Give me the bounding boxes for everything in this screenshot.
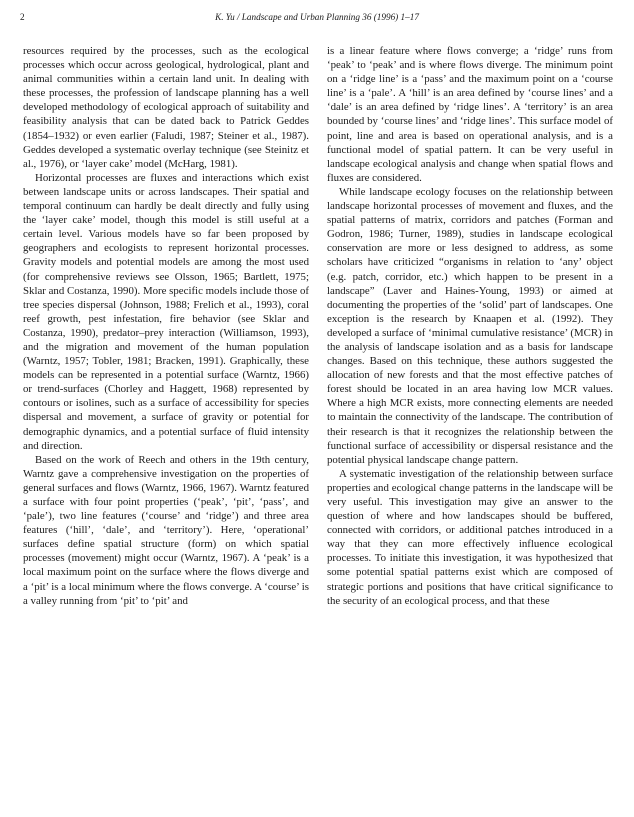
left-column <box>23 44 309 608</box>
right-column <box>327 44 613 608</box>
paragraph: resources required by the processes, such as the ecological processes which occur across geological, hydrological, plant and animal communities within a certain land unit. In dealing with these processes, the profession of landscape planning has a well developed methodology of ecological approach of suitability and feasibility analysis that can be dated back to Patrick Geddes (1854–1932) or even earlier (Faludi, 1987; Steiner et al., 1987). Geddes developed a systematic overlay technique (see Steinitz et al., 1976), or ‘layer cake’ model (McHarg, 1981). <box>23 45 309 170</box>
page-header <box>20 10 614 24</box>
paragraph: Based on the work of Reech and others in the 19th century, Warntz gave a comprehensive investigation on the properties of general surfaces and flows (Warntz, 1966, 1967). Warntz featured a surface with four point properties (‘peak’, ‘pit’, ‘pass’, and ‘pale’), two line features (‘course’ and ‘ridge’) and three area features (‘hill’, ‘dale’, and ‘territory’). Here, ‘operational’ surfaces define spatial structure (form) on which spatial processes (movement) might occur (Warntz, 1967). A ‘peak’ is a local maximum point on the surface where the flows diverge and a ‘pit’ is a local minimum where the flows converge. A ‘course’ is a valley running from ‘pit’ to ‘pit’ and <box>23 453 309 607</box>
page-number: 2 <box>20 12 25 22</box>
running-head: K. Yu / Landscape and Urban Planning 36 (1996) 1–17 <box>215 12 419 22</box>
paragraph: Horizontal processes are fluxes and interactions which exist between landscape units or across landscapes. Their spatial and temporal continuum can hardly be dealt directly and fully using the ‘layer cake’ model, though this model is still useful at a certain level. Various models have so far been proposed by geographers and ecologists to represent horizontal processes. Gravity models and potential models are among the most used (for comprehensive reviews see Olsson, 1965; Bartlett, 1975; Sklar and Costanza, 1990). More specific models include those of tree species dispersal (Johnson, 1988; Frelich et al., 1993), coral reef growth, pest infestation, fire behavior (see Sklar and Costanza, 1990), predator–prey interaction (Williamson, 1993), and the migration and movement of the human population (Warntz, 1957; Tobler, 1981; Bracken, 1991). Graphically, these models can be represented in a potential surface (Warntz, 1966) or trend-surfaces (Chorley and Haggett, 1968) represented by contours or isolines, such as a surface of accessibility for species dispersal and movement, a surface of gravity or potential for demographic dynamics, and a potential surface of fluid intensity and direction. <box>23 171 309 452</box>
paragraph: While landscape ecology focuses on the relationship between landscape horizontal processes of movement and fluxes, and the spatial patterns of matrix, corridors and patches (Forman and Godron, 1986; Turner, 1989), studies in landscape ecological conservation are more or less designed to address, as some scholars have criticized “organisms in relation to ‘any’ object (e.g. patch, corridor, etc.) which happen to be present in a landscape” (Laver and Haines-Young, 1993) or aimed at documenting the properties of the ‘solid’ part of landscapes. One exception is the research by Knaapen et al. (1992). They developed a surface of ‘minimal cumulative resistance’ (MCR) in the analysis of landscape isolation and as a basis for landscape changes. Based on this technique, these authors suggested the allocation of new forests and that the most effective patches of forest should be located in an area having low MCR values. Where a high MCR exists, more connecting elements are needed to maintain the connectivity of the landscape. The contribution of their research is that it recognizes the relationship between the functional surface of accessibility or dispersal resistance and the potential physical landscape change pattern. <box>327 185 613 466</box>
paragraph: A systematic investigation of the relationship between surface properties and ecological change patterns in the landscape will be very useful. This investigation may give an answer to the question of where and how landscapes should be buffered, connected with corridors, or additional patches introduced in a way that they can more effectively influence ecological processes. To initiate this investigation, it was hypothesized that some potential spatial patterns exist which are composed of strategic portions and positions that have critical significance to the security of an ecological process, and that these <box>327 467 613 607</box>
paragraph: is a linear feature where flows converge; a ‘ridge’ runs from ‘peak’ to ‘peak’ and is where flows diverge. The minimum point on a ‘ridge line’ is a ‘pass’ and the maximum point on a ‘course line’ is a ‘pale’. A ‘hill’ is an area defined by ‘course lines’ and a ‘dale’ is an area defined by ‘ridge lines’. A ‘territory’ is an area bounded by ‘course lines’ and ‘ridge lines’. This surface model of point, line and area is based on operational analysis, and is a functional model of spatial pattern. It can be very useful in landscape ecological analysis and change when spatial flows and fluxes are considered. <box>327 45 613 184</box>
